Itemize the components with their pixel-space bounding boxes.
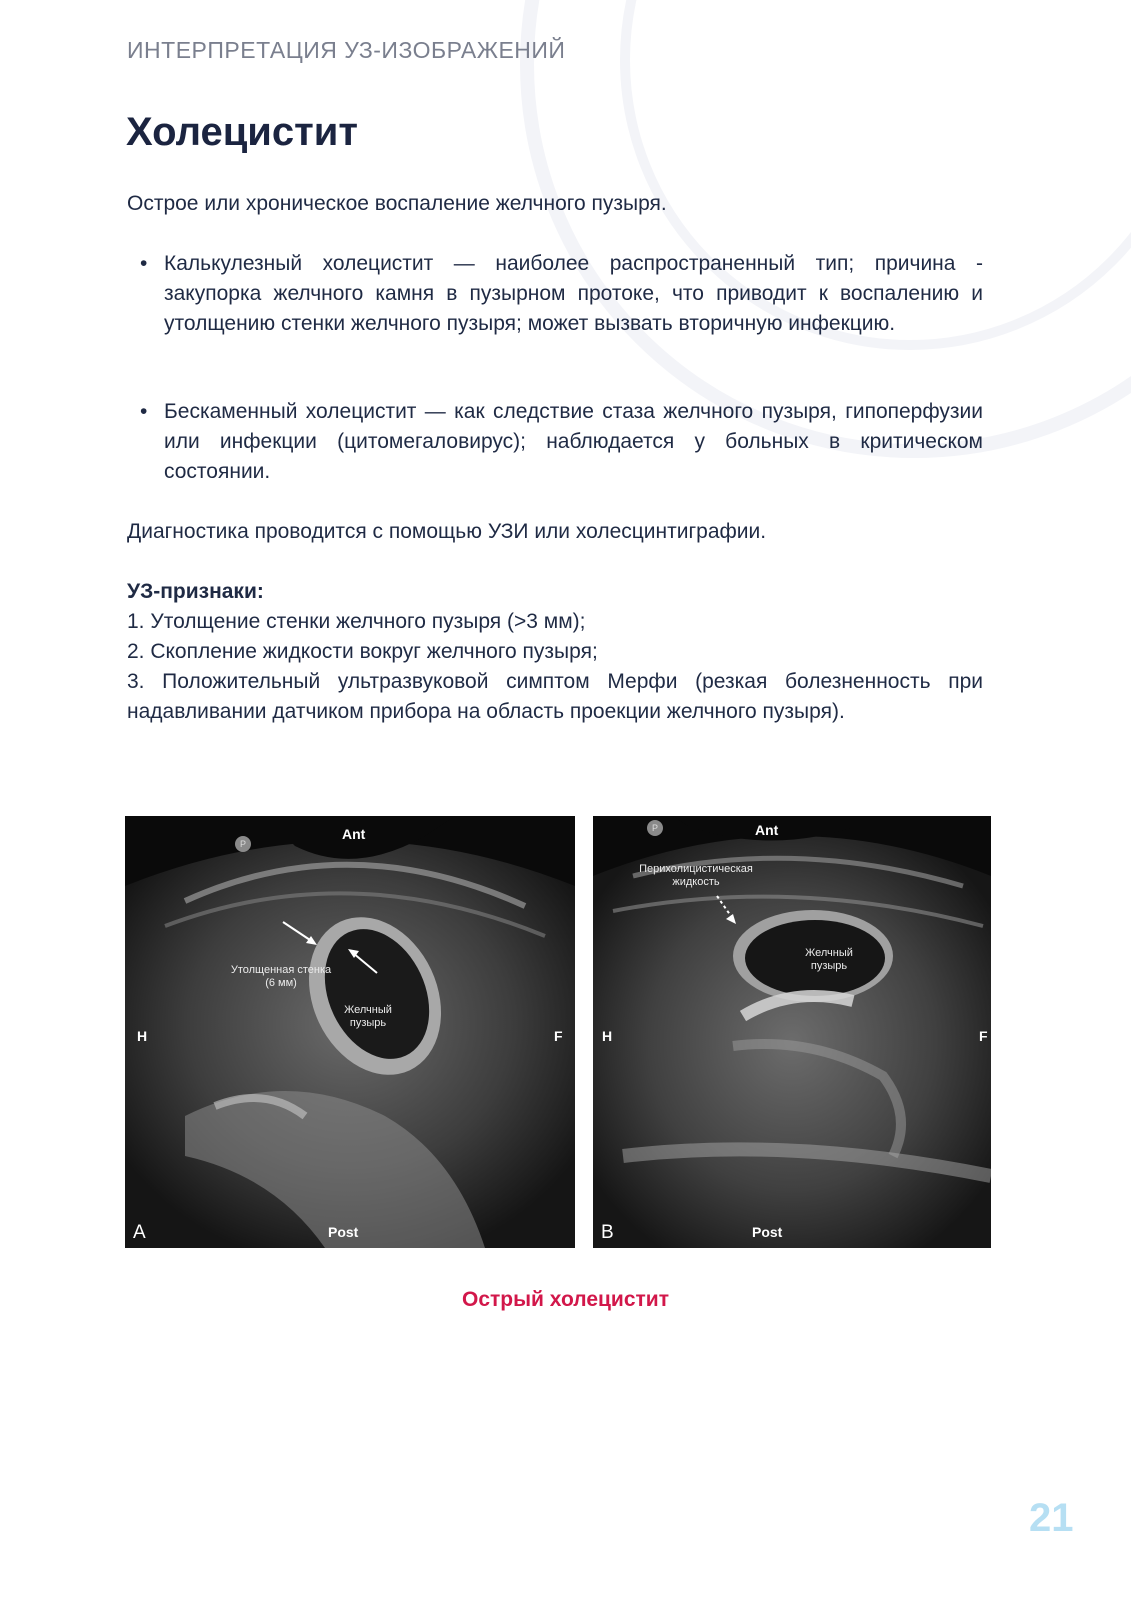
diagnostics-paragraph: Диагностика проводится с помощью УЗИ или холесцинтиграфии. <box>127 520 767 543</box>
sign-item: 3. Положительный ультразвуковой симптом Мерфи (резкая болезненность при надавливании датчиком прибора на область проекции желчного пузыря). <box>127 670 983 723</box>
fluid-annotation-line: жидкость <box>672 876 720 888</box>
sign-item: 2. Скопление жидкости вокруг желчного пузыря; <box>127 640 598 663</box>
wall-annotation-line: (6 мм) <box>265 977 297 989</box>
label-h: H <box>602 1028 613 1044</box>
bullet-item <box>140 397 983 487</box>
wall-annotation-line: Утолщенная стенка <box>230 964 332 976</box>
gallbladder-annotation-line: Желчный <box>344 1004 392 1016</box>
probe-marker-icon: P <box>647 820 663 836</box>
sign-item: 1. Утолщение стенки желчного пузыря (>3 мм); <box>127 610 586 633</box>
gallbladder-annotation-line: пузырь <box>349 1017 387 1029</box>
panel-letter: A <box>133 1222 146 1243</box>
decorative-ring <box>520 0 1131 458</box>
bullet-dot: • <box>140 400 148 423</box>
intro-paragraph: Острое или хроническое воспаление желчного пузыря. <box>127 192 667 215</box>
fluid-annotation <box>621 863 771 889</box>
label-f: F <box>554 1028 563 1044</box>
label-f: F <box>979 1028 988 1044</box>
label-ant: Ant <box>342 826 366 842</box>
probe-marker-icon: P <box>235 836 251 852</box>
label-h: H <box>137 1028 148 1044</box>
bullet-item <box>140 249 983 339</box>
page-title: Холецистит <box>126 110 358 154</box>
signs-title: УЗ-признаки: <box>127 580 264 603</box>
ultrasound-image-b <box>593 816 991 1248</box>
gallbladder-annotation <box>789 947 869 973</box>
figure-caption: Острый холецистит <box>462 1288 669 1311</box>
bullet-text: Бескаменный холецистит — как следствие стаза желчного пузыря, гипоперфузии или инфекции (цитомегаловирус); наблюдается у больных в критическом состоянии. <box>164 400 983 483</box>
panel-letter: B <box>601 1222 614 1243</box>
fluid-annotation-line: Перихолицистическая <box>639 863 753 875</box>
label-ant: Ant <box>755 822 779 838</box>
gallbladder-annotation-line: Желчный <box>805 947 853 959</box>
wall-annotation <box>213 964 349 990</box>
page-number: 21 <box>1029 1496 1074 1540</box>
ultrasound-image-a <box>125 816 575 1248</box>
bullet-dot: • <box>140 252 148 275</box>
gallbladder-annotation <box>328 1004 408 1030</box>
label-post: Post <box>752 1224 783 1240</box>
label-post: Post <box>328 1224 359 1240</box>
gallbladder-annotation-line: пузырь <box>810 960 848 972</box>
ultrasound-drawing-a <box>125 816 575 1248</box>
ultrasound-signs <box>127 577 983 727</box>
running-header: ИНТЕРПРЕТАЦИЯ УЗ-ИЗОБРАЖЕНИЙ <box>127 37 566 63</box>
bullet-text: Калькулезный холецистит — наиболее распространенный тип; причина - закупорка желчного камня в пузырном протоке, что приводит к воспалению и утолщению стенки желчного пузыря; может вызвать вторичную инфекцию. <box>164 252 983 335</box>
